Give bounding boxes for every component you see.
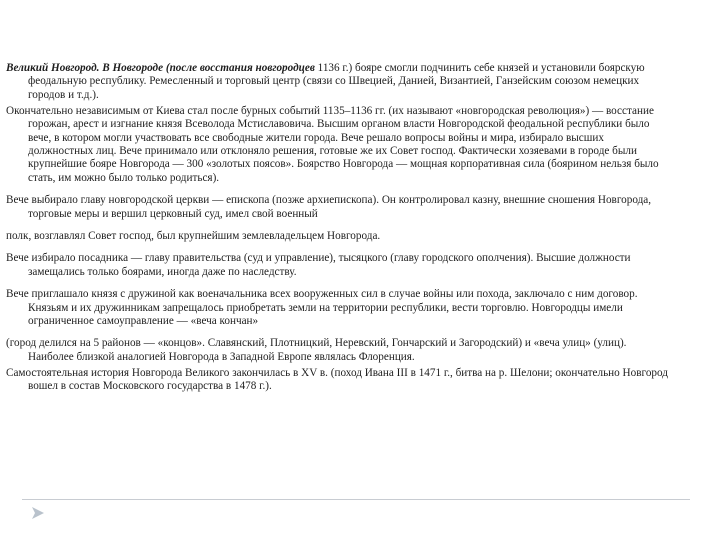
paragraph-text: Вече избирало посадника — главу правительства (суд и управление), тысяцкого (главу городского ополчения). Высшие должности замещались только боярами, иногда даже по наследству.: [6, 252, 631, 278]
paragraph-text: полк, возглавлял Совет господ, был крупнейшим землевладельцем Новгорода.: [6, 229, 381, 242]
paragraph-lead: Великий Новгород. В Новгороде (после восстания новгородцев: [6, 62, 315, 74]
triangle-arrow-icon[interactable]: [30, 505, 46, 521]
footer-divider: [22, 499, 690, 500]
slide-body: [6, 62, 670, 396]
paragraph-archbishop-duties: [6, 230, 670, 243]
paragraph-independence: [6, 105, 670, 185]
paragraph-text: Самостоятельная история Новгорода Великого закончилась в XV в. (поход Ивана III в 1471 г., битва на р. Шелони; окончательно Новгород вошел в состав Московского государства в 1478 г.).: [6, 366, 668, 393]
paragraph-text: Вече выбирало главу новгородской церкви — епископа (позже архиепископа). Он контролировал казну, внешние сношения Новгорода, торговые меры и вершил церковный суд, имел свой военный: [6, 194, 652, 220]
paragraph-novgorod-intro: [6, 62, 670, 102]
paragraph-text: Окончательно независимым от Киева стал после бурных событий 1135–1136 гг. (их называют «новгородская революция») — восстание горожан, арест и изгнание князя Всеволода Мстиславовича. Высшим органом власти Новгородской феодальной республики было вече, в котором могли участвовать все свободные жители города. Вече решало вопросы войны и мира, избирало высших должностных лиц. Вече принимало или отклоняло решения, готовые же их Совет господ. Фактически хозяевами в городе были крупнейшие бояре Новгорода — 300 «золотых поясов». Боярство Новгорода — мощная корпоративная сила (боярином нельзя было стать, им можно было только родиться).: [6, 104, 659, 184]
paragraph-end-of-history: [6, 367, 670, 394]
paragraph-posadnik: [6, 252, 670, 279]
paragraph-text: Вече приглашало князя с дружиной как военачальника всех вооруженных сил в случае войны или похода, заключало с ним договор. Князьям и их дружинникам запрещалось приобретать земли на территории республики, вести торговлю. Новгородцы имели ограниченное самоуправление — «веча кончан»: [6, 288, 638, 327]
paragraph-text: (город делился на 5 районов — «концов». Славянский, Плотницкий, Неревский, Гончарский и Загородский) и «веча улиц» (улиц). Наиболее близкой аналогией Новгорода в Западной Европе являлась Флоренция.: [6, 337, 627, 363]
paragraph-city-districts: [6, 337, 670, 364]
paragraph-text: 1136 г.) бояре смогли подчинить себе князей и установили боярскую феодальную республику. Ремесленный и торговый центр (связи со Швецией, Данией, Византией, Ганзейским союзом немецких городов и т.д.).: [28, 62, 645, 101]
paragraph-prince: [6, 288, 670, 328]
paragraph-church-head: [6, 194, 670, 221]
